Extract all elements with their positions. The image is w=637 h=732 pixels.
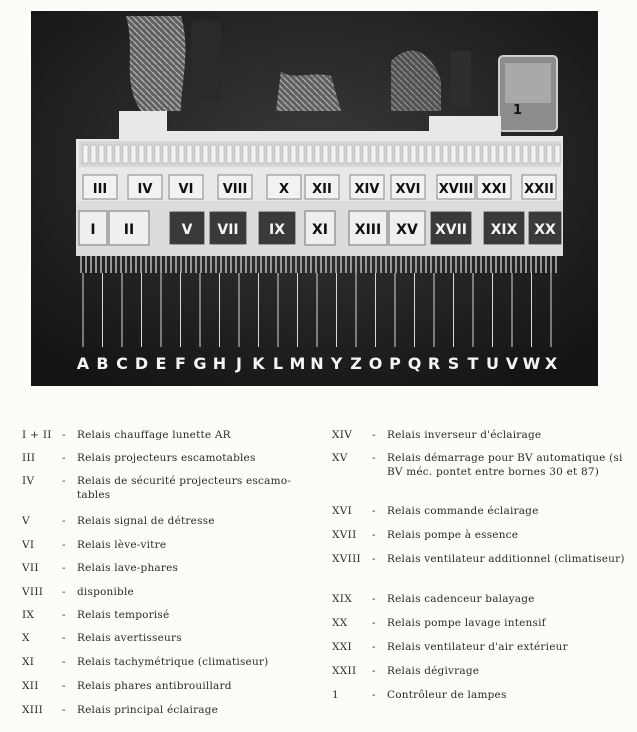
- legend-text: Relais inverseur d'éclairage: [387, 429, 542, 441]
- fuse-slot: [275, 145, 280, 163]
- relay-label: IX: [268, 222, 286, 238]
- relay-label: XXII: [524, 182, 554, 197]
- legend-text: Relais projecteurs escamotables: [77, 452, 256, 464]
- relay-bottom-XIX: [483, 211, 525, 245]
- legend-text: Relais commande éclairage: [387, 505, 539, 517]
- fuse-slot: [147, 145, 152, 163]
- legend-dash: -: [62, 515, 66, 527]
- fuse-slot: [283, 145, 288, 163]
- legend-dash: -: [372, 617, 376, 629]
- fuse-slot: [259, 145, 264, 163]
- legend-number: III: [22, 452, 36, 464]
- relay-top-IV: [128, 175, 162, 199]
- relay-label: XVII: [434, 222, 468, 238]
- fuse-slot: [387, 145, 392, 163]
- pin-letter-N: N: [310, 354, 324, 373]
- fuse-slot: [211, 145, 216, 163]
- relay-label: XVIII: [438, 182, 474, 197]
- fuse-slot: [163, 145, 168, 163]
- legend-number: XV: [332, 452, 348, 464]
- fuse-slot: [243, 145, 248, 163]
- pin-letter-Y: Y: [330, 354, 343, 373]
- relay-top-XVIII: [437, 175, 475, 199]
- fuse-slot: [203, 145, 208, 163]
- fuse-slot: [459, 145, 464, 163]
- legend-number: XII: [22, 680, 39, 692]
- controller-label: 1: [513, 103, 523, 118]
- fuse-slot: [451, 145, 456, 163]
- legend-number: VIII: [22, 586, 44, 598]
- legend-text: Relais cadenceur balayage: [387, 593, 535, 605]
- pin-letter-U: U: [486, 354, 499, 373]
- legend-text: Relais de sécurité projecteurs escamo-tables: [77, 475, 292, 501]
- pin-letter-O: O: [368, 354, 383, 373]
- legend-dash: -: [372, 641, 376, 653]
- fuse-slot: [419, 145, 424, 163]
- pin-letter-H: H: [212, 354, 227, 373]
- legend-dash: -: [372, 529, 376, 541]
- legend-dash: -: [62, 475, 66, 487]
- fuse-slot: [107, 145, 112, 163]
- pin-letter-J: J: [236, 354, 242, 373]
- pin-letter-W: W: [522, 354, 541, 373]
- fuse-slot: [555, 145, 560, 163]
- fuse-slot: [251, 145, 256, 163]
- legend-text: Relais phares antibrouillard: [77, 680, 232, 692]
- legend-dash: -: [372, 593, 376, 605]
- fuse-slot: [539, 145, 544, 163]
- wire-bundle-left: [126, 16, 185, 111]
- pin-letter-B: B: [96, 354, 109, 373]
- legend-number: I + II: [22, 429, 52, 441]
- legend-dash: -: [372, 553, 376, 565]
- legend-dash: -: [62, 452, 66, 464]
- fuse-slot: [395, 145, 400, 163]
- legend-text: Contrôleur de lampes: [387, 689, 507, 701]
- pin-letter-F: F: [175, 354, 186, 373]
- pin-letter-V: V: [505, 354, 519, 373]
- fuse-slot: [435, 145, 440, 163]
- fuse-slot: [443, 145, 448, 163]
- legend-dash: -: [62, 680, 66, 692]
- relay-top-XIV: [350, 175, 384, 199]
- legend-number: XVIII: [332, 553, 362, 565]
- relay-top-X: [267, 175, 301, 199]
- connector-block-top: [191, 21, 221, 101]
- fuse-slot: [195, 145, 200, 163]
- legend-number: XX: [332, 617, 348, 629]
- fuse-slot: [235, 145, 240, 163]
- legend-number: XVI: [332, 505, 353, 517]
- relay-label: VIII: [222, 182, 248, 197]
- relay-top-VI: [169, 175, 203, 199]
- pin-letter-E: E: [155, 354, 167, 373]
- pin-letter-S: S: [447, 354, 460, 373]
- pin-letter-M: M: [289, 354, 306, 373]
- legend-number: VI: [22, 539, 35, 551]
- pin-letter-X: X: [544, 354, 558, 373]
- relay-bottom-XIII: [349, 211, 387, 245]
- legend-dash: -: [372, 452, 376, 464]
- relay-label: XIII: [354, 222, 382, 238]
- fuse-slot: [379, 145, 384, 163]
- legend-text: Relais démarrage pour BV automatique (si BV méc. pontet entre bornes 30 et 87): [387, 452, 623, 478]
- relay-bottom-XX: [528, 211, 562, 245]
- legend-number: XI: [22, 656, 35, 668]
- fuse-slot: [219, 145, 224, 163]
- fuse-slot: [491, 145, 496, 163]
- fuse-slot: [403, 145, 408, 163]
- relay-label: XII: [312, 182, 332, 197]
- fuse-slot: [179, 145, 184, 163]
- fuse-slot: [467, 145, 472, 163]
- fuse-slot: [339, 145, 344, 163]
- legend-text: Relais principal éclairage: [77, 704, 219, 716]
- relay-top-XXI: [477, 175, 511, 199]
- legend-number: 1: [332, 689, 339, 701]
- relay-bottom-V: [169, 211, 205, 245]
- relay-label: X: [278, 182, 290, 197]
- legend-number: XIII: [22, 704, 44, 716]
- fuse-slot: [523, 145, 528, 163]
- fuse-slot: [531, 145, 536, 163]
- legend-text: Relais lève-vitre: [77, 539, 167, 551]
- legend-text: Relais lave-phares: [77, 562, 179, 574]
- fuse-slot: [363, 145, 368, 163]
- fuse-slot: [515, 145, 520, 163]
- relay-bottom-XI: [305, 211, 335, 245]
- legend-number: VII: [22, 562, 39, 574]
- relay-label: V: [181, 222, 193, 238]
- legend-dash: -: [372, 505, 376, 517]
- relay-label: XI: [311, 222, 329, 238]
- fuse-slot: [307, 145, 312, 163]
- relay-top-VIII: [218, 175, 252, 199]
- fuse-slot: [267, 145, 272, 163]
- fuse-slot: [475, 145, 480, 163]
- lamp-controller-face: [505, 63, 551, 103]
- relay-bottom-I: [79, 211, 107, 245]
- pin-letter-D: D: [134, 354, 149, 373]
- fuse-slot: [91, 145, 96, 163]
- fuse-slot: [299, 145, 304, 163]
- legend-dash: -: [62, 429, 66, 441]
- pin-letter-Q: Q: [407, 354, 422, 373]
- top-relay-row: [83, 175, 556, 199]
- fuse-slot: [123, 145, 128, 163]
- fuse-slot: [155, 145, 160, 163]
- relay-label: I: [90, 222, 96, 238]
- legend-text: Relais pompe lavage intensif: [387, 617, 546, 629]
- relay-label: III: [92, 182, 108, 197]
- relay-top-XII: [305, 175, 339, 199]
- fuse-slot: [187, 145, 192, 163]
- fuse-slot: [499, 145, 504, 163]
- legend-text: Relais avertisseurs: [77, 632, 182, 644]
- connector-plug: [451, 51, 471, 106]
- fuse-slot: [355, 145, 360, 163]
- legend-text: Relais tachymétrique (climatiseur): [77, 656, 269, 668]
- pin-letter-Z: Z: [350, 354, 362, 373]
- legend-dash: -: [62, 562, 66, 574]
- fuse-slot: [347, 145, 352, 163]
- legend-dash: -: [62, 586, 66, 598]
- relay-label: XXI: [481, 182, 507, 197]
- relay-bottom-II: [109, 211, 149, 245]
- legend-number: XIX: [332, 593, 352, 605]
- relay-bottom-XV: [389, 211, 425, 245]
- relay-label: XVI: [395, 182, 421, 197]
- legend-text: Relais dégivrage: [387, 665, 480, 677]
- legend-text: Relais chauffage lunette AR: [77, 429, 231, 441]
- pin-letter-G: G: [193, 354, 207, 373]
- legend-dash: -: [62, 609, 66, 621]
- fuse-slot: [99, 145, 104, 163]
- legend-text: Relais signal de détresse: [77, 515, 215, 527]
- fuse-slot: [427, 145, 432, 163]
- pin-letter-R: R: [427, 354, 441, 373]
- fuse-slot: [115, 145, 120, 163]
- legend-number: X: [22, 632, 30, 644]
- fuse-slot: [227, 145, 232, 163]
- legend-number: IV: [22, 475, 35, 487]
- fuse-slot: [291, 145, 296, 163]
- relay-top-XXII: [522, 175, 556, 199]
- relay-box-photo: [31, 11, 598, 386]
- legend-dash: -: [62, 539, 66, 551]
- relay-label: II: [123, 222, 135, 238]
- relay-label: XIX: [490, 222, 518, 238]
- pin-letter-C: C: [116, 354, 128, 373]
- legend-number: XVII: [332, 529, 357, 541]
- fuse-slot: [411, 145, 416, 163]
- fuse-slot: [83, 145, 88, 163]
- relay-bottom-XVII: [430, 211, 472, 245]
- legend-number: XXII: [332, 665, 357, 677]
- legend-text: Relais ventilateur additionnel (climatiseur): [387, 553, 625, 565]
- legend-number: XIV: [332, 429, 353, 441]
- relay-label: VI: [178, 182, 194, 197]
- fuse-slot: [483, 145, 488, 163]
- fuse-slot: [171, 145, 176, 163]
- legend-dash: -: [372, 429, 376, 441]
- legend-number: IX: [22, 609, 35, 621]
- fuse-slot: [139, 145, 144, 163]
- legend-text: Relais temporisé: [77, 609, 170, 621]
- fuse-slot: [131, 145, 136, 163]
- relay-label: IV: [137, 182, 153, 197]
- relay-label: XIV: [354, 182, 380, 197]
- pin-letter-K: K: [252, 354, 265, 373]
- pin-letter-P: P: [389, 354, 401, 373]
- relay-top-III: [83, 175, 117, 199]
- legend-text: disponible: [77, 586, 134, 598]
- pin-letter-L: L: [272, 354, 284, 373]
- legend-dash: -: [372, 689, 376, 701]
- relay-label: VII: [217, 222, 239, 238]
- pin-letter-A: A: [76, 354, 90, 373]
- pin-letter-T: T: [467, 354, 479, 373]
- legend-dash: -: [62, 632, 66, 644]
- wire-bundle-center: [276, 71, 341, 111]
- legend-text: Relais pompe à essence: [387, 529, 519, 541]
- legend-dash: -: [372, 665, 376, 677]
- fuse-slot: [371, 145, 376, 163]
- fuse-slot: [323, 145, 328, 163]
- legend-number: V: [22, 515, 30, 527]
- legend-dash: -: [62, 704, 66, 716]
- legend-number: XXI: [332, 641, 352, 653]
- legend-text: Relais ventilateur d'air extérieur: [387, 641, 568, 653]
- fuse-slot: [507, 145, 512, 163]
- fuse-slot: [547, 145, 552, 163]
- fuse-slot: [315, 145, 320, 163]
- relay-bottom-IX: [258, 211, 296, 245]
- relay-top-XVI: [391, 175, 425, 199]
- relay-label: XV: [396, 222, 418, 238]
- relay-bottom-VII: [209, 211, 247, 245]
- legend-dash: -: [62, 656, 66, 668]
- relay-label: XX: [534, 222, 556, 238]
- fuse-slot: [331, 145, 336, 163]
